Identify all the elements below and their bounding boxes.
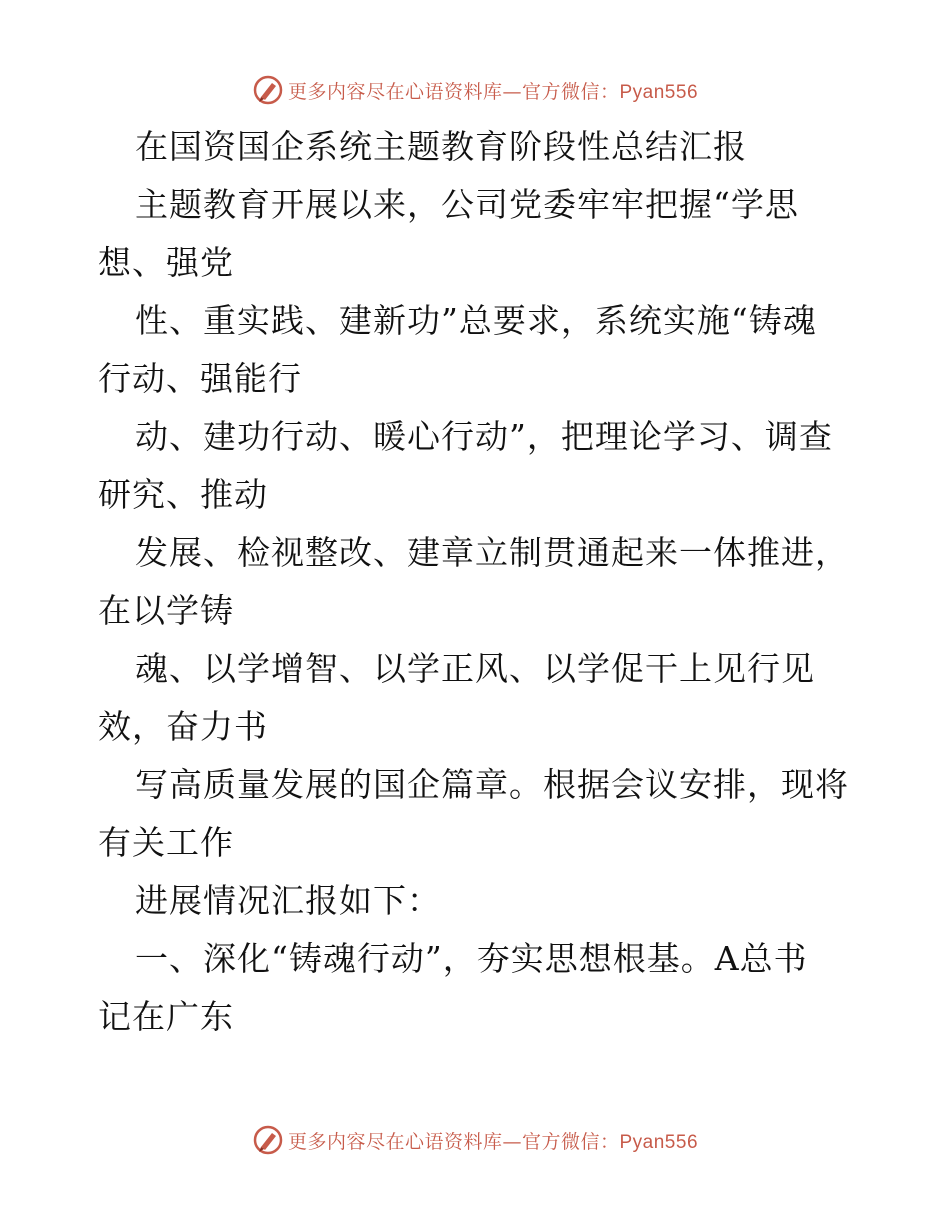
watermark-text [288, 77, 698, 104]
text-line: 一、深化“铸魂行动”，夯实思想根基。A总书 [135, 939, 808, 978]
text-line: 研究、推动 [98, 475, 268, 514]
watermark-text [288, 1127, 698, 1154]
text-line: 效，奋力书 [98, 707, 268, 746]
text-line: 在国资国企系统主题教育阶段性总结汇报 [135, 127, 747, 166]
text-line: 性、重实践、建新功”总要求，系统实施“铸魂 [135, 301, 817, 340]
text-line: 动、建功行动、暖心行动”，把理论学习、调查 [135, 417, 833, 456]
text-line: 行动、强能行 [98, 359, 302, 398]
text-line: 魂、以学增智、以学正风、以学促干上见行见 [135, 649, 815, 688]
text-line: 有关工作 [98, 823, 234, 862]
pen-circle-logo-icon [252, 1124, 284, 1156]
watermark-banner-bottom [0, 1120, 950, 1160]
text-line: 想、强党 [98, 243, 234, 282]
text-line: 在以学铸 [98, 591, 234, 630]
watermark-banner-top [0, 70, 950, 110]
watermark-wechat-id: Pyan556 [619, 1131, 699, 1153]
watermark-label: 更多内容尽在心语资料库—官方微信： [287, 1130, 620, 1153]
text-line: 记在广东 [98, 997, 234, 1036]
pen-circle-logo-icon [252, 74, 284, 106]
text-line: 进展情况汇报如下： [135, 881, 441, 920]
text-line: 发展、检视整改、建章立制贯通起来一体推进， [135, 533, 849, 572]
watermark-wechat-id: Pyan556 [619, 81, 699, 103]
text-line: 写高质量发展的国企篇章。根据会议安排，现将 [135, 765, 849, 804]
text-line: 主题教育开展以来，公司党委牢牢把握“学思 [135, 185, 799, 224]
watermark-label: 更多内容尽在心语资料库—官方微信： [287, 80, 620, 103]
document-body [98, 118, 858, 1046]
